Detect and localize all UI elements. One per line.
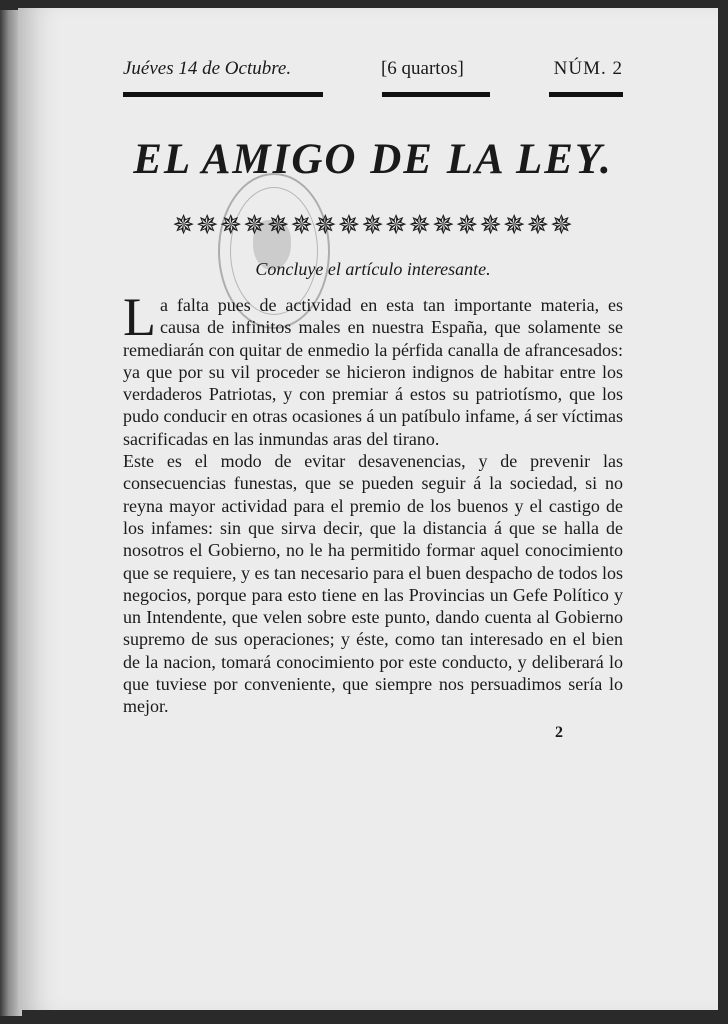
paragraph-1-text: a falta pues de actividad en esta tan importante materia, es causa de infinitos males en nuestra España, que solamente se remediarán con quitar de enmedio la pérfida canalla de afrancesados: ya que por su vil proceder se hicieron indignos de habitar entre los verdaderos Patriotas, y con premiar á estos su patriotísmo, que los pudo conducir en otras ocasiones á un patíbulo infame, á ser víctimas sacrificadas en las inmundas aras del tirano. [123,295,623,449]
header-rule-right [549,92,623,97]
masthead-title: EL AMIGO DE LA LEY. [133,136,613,183]
article-paragraph-1 [123,287,623,450]
article-body [123,287,623,718]
header-rule-left [123,92,323,97]
issue-header [123,58,623,80]
article-paragraph-2: Este es el modo de evitar desavenencias, y de prevenir las consecuencias funestas, que se pueden seguir á la sociedad, si no reyna mayor actividad para el premio de los buenos y el castigo de los infames: sin que sirva decir, que la distancia á que se halla de nosotros el Gobierno, no le ha permitido formar aquel conocimiento que se requiere, y es tan necesario para el buen despacho de todos los negocios, porque para esto tiene en las Provincias un Gefe Político y un Intendente, que velen sobre este punto, dando cuenta al Gobierno supremo de sus operaciones; y éste, como tan interesado en el bien de la nacion, tomará conocimiento por este conducto, y deliberará lo que tuviese por conveniente, que siempre nos persuadimos sería lo mejor. [123,451,623,717]
page-content-layer [18,8,718,1010]
page-content [123,58,623,742]
issue-date: Juéves 14 de Octubre. [123,58,292,79]
printer-signature: 2 [555,723,563,741]
issue-price: [6 quartos] [380,58,464,79]
article-subtitle: Concluye el artículo interesante. [255,259,491,279]
header-rules [123,92,623,97]
drop-cap: L [123,287,156,347]
ornament-divider: ✵✵✵✵✵✵✵✵✵✵✵✵✵✵✵✵✵ [172,210,574,240]
header-rule-center [382,92,490,97]
issue-number: NÚM. 2 [553,58,623,79]
